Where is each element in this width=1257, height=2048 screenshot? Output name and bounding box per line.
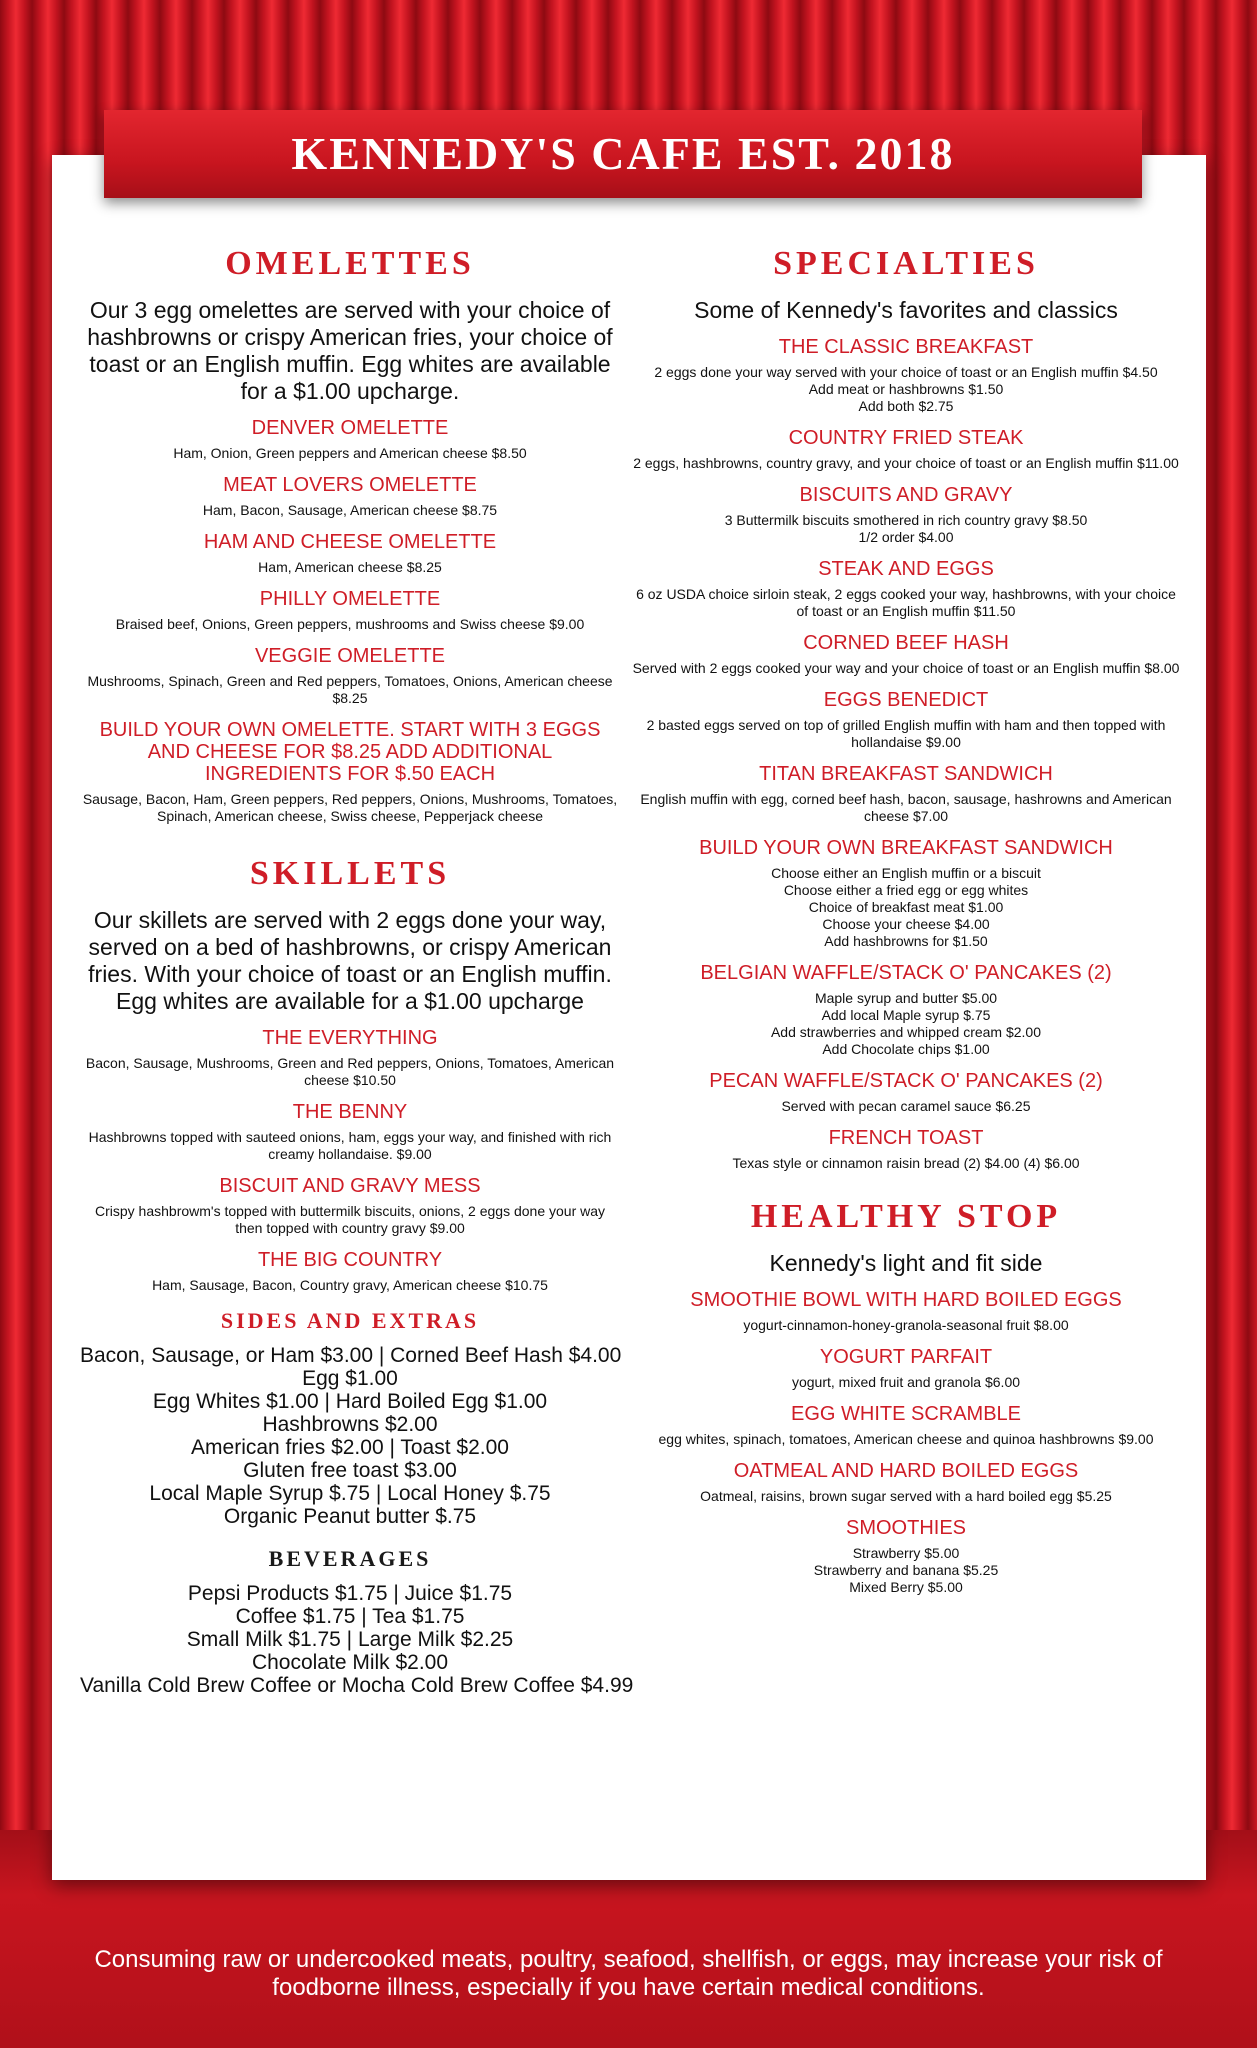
beverages-list	[80, 1582, 634, 1697]
list-item: Hashbrowns $2.00	[262, 1413, 438, 1436]
section-title-healthy: HEALTHY STOP	[750, 1198, 1062, 1235]
menu-item-name: HAM AND CHEESE OMELETTE	[203, 531, 497, 553]
menu-item	[632, 336, 1180, 415]
menu-item	[632, 962, 1180, 1058]
menu-item	[80, 474, 620, 519]
list-item: Egg Whites $1.00 | Hard Boiled Egg $1.00	[152, 1390, 548, 1413]
menu-item-name: CORNED BEEF HASH	[803, 632, 1009, 654]
section-title-skillets: SKILLETS	[249, 855, 451, 892]
menu-item	[632, 1289, 1180, 1334]
menu-item-desc: Sausage, Bacon, Ham, Green peppers, Red peppers, Onions, Mushrooms, Tomatoes, Spinach, American cheese, Swiss cheese, Pepperjack cheese	[82, 791, 618, 824]
specialties-section	[632, 245, 1180, 1172]
left-column	[80, 245, 634, 1697]
list-item: Pepsi Products $1.75 | Juice $1.75	[187, 1582, 513, 1605]
menu-item-desc: Crispy hashbrowm's topped with buttermilk biscuits, onions, 2 eggs done your way then topped with country gravy $9.00	[94, 1203, 606, 1236]
healthy-section	[632, 1198, 1180, 1596]
skillets-intro: Our skillets are served with 2 eggs done your way, served on a bed of hashbrowns, or crispy American fries. With your choice of toast or an English muffin. Egg whites are available for a $1.00 upcharge	[88, 907, 612, 1014]
menu-item-desc: yogurt-cinnamon-honey-granola-seasonal fruit $8.00	[743, 1317, 1069, 1333]
list-item: Gluten free toast $3.00	[243, 1459, 457, 1482]
menu-item-name: SMOOTHIE BOWL WITH HARD BOILED EGGS	[690, 1289, 1122, 1311]
menu-item	[632, 1517, 1180, 1596]
menu-item-desc: 3 Buttermilk biscuits smothered in rich country gravy $8.50 1/2 order $4.00	[724, 512, 1088, 545]
menu-item	[80, 719, 620, 825]
menu-title-banner: KENNEDY'S CAFE EST. 2018	[104, 110, 1142, 198]
menu-item	[632, 689, 1180, 751]
list-item: American fries $2.00 | Toast $2.00	[191, 1436, 509, 1459]
menu-item	[80, 1175, 620, 1237]
specialties-intro: Some of Kennedy's favorites and classics	[694, 297, 1118, 323]
menu-item-name: PHILLY OMELETTE	[259, 588, 441, 610]
menu-item-desc: Ham, Sausage, Bacon, Country gravy, American cheese $10.75	[152, 1277, 548, 1293]
menu-item-name: YOGURT PARFAIT	[819, 1346, 993, 1368]
section-title-sides: SIDES AND EXTRAS	[220, 1308, 480, 1333]
menu-item	[632, 632, 1180, 677]
menu-item-name: EGG WHITE SCRAMBLE	[790, 1403, 1022, 1425]
menu-item-desc: 2 eggs, hashbrowns, country gravy, and your choice of toast or an English muffin $11.00	[633, 455, 1179, 471]
list-item: Organic Peanut butter $.75	[223, 1505, 477, 1528]
sides-list	[80, 1344, 620, 1528]
menu-item-name: THE EVERYTHING	[262, 1027, 438, 1049]
menu-item-name: BUILD YOUR OWN BREAKFAST SANDWICH	[699, 837, 1113, 859]
menu-item-desc: Ham, American cheese $8.25	[258, 559, 442, 575]
omelettes-intro: Our 3 egg omelettes are served with your choice of hashbrowns or crispy American fries, your choice of toast or an English muffin. Egg whites are available for a $1.00 upcharge.	[87, 297, 613, 404]
omelettes-section	[80, 245, 620, 825]
menu-item	[632, 484, 1180, 546]
menu-item-desc: English muffin with egg, corned beef hash, bacon, sausage, hashrowns and American cheese $7.00	[640, 791, 1172, 824]
menu-item-name: EGGS BENEDICT	[823, 689, 989, 711]
menu-item-desc: Served with 2 eggs cooked your way and your choice of toast or an English muffin $8.00	[632, 660, 1180, 676]
menu-item	[632, 1403, 1180, 1448]
menu-item-desc: Texas style or cinnamon raisin bread (2) $4.00 (4) $6.00	[732, 1155, 1080, 1171]
menu-item-desc: Ham, Bacon, Sausage, American cheese $8.75	[202, 502, 498, 518]
menu-item-name: BISCUITS AND GRAVY	[799, 484, 1013, 506]
menu-item	[80, 1101, 620, 1163]
list-item: Vanilla Cold Brew Coffee or Mocha Cold Brew Coffee $4.99	[80, 1674, 634, 1697]
menu-item-desc: 6 oz USDA choice sirloin steak, 2 eggs cooked your way, hashbrowns, with your choice of toast or an English muffin $11.50	[636, 586, 1176, 619]
menu-item-name: THE CLASSIC BREAKFAST	[778, 336, 1034, 358]
list-item: Chocolate Milk $2.00	[251, 1651, 449, 1674]
menu-item	[80, 1027, 620, 1089]
list-item: Egg $1.00	[302, 1367, 398, 1390]
menu-item-name: BISCUIT AND GRAVY MESS	[219, 1175, 481, 1197]
menu-item	[80, 645, 620, 707]
menu-item-name: OATMEAL AND HARD BOILED EGGS	[733, 1460, 1079, 1482]
list-item: Small Milk $1.75 | Large Milk $2.25	[186, 1628, 514, 1651]
menu-item-desc: Served with pecan caramel sauce $6.25	[781, 1098, 1031, 1114]
menu-item-desc: Strawberry $5.00 Strawberry and banana $5.25 Mixed Berry $5.00	[813, 1545, 999, 1595]
list-item: Local Maple Syrup $.75 | Local Honey $.75	[149, 1482, 551, 1505]
beverages-section	[80, 1546, 634, 1697]
menu-item-name: VEGGIE OMELETTE	[254, 645, 446, 667]
menu-item-name: BELGIAN WAFFLE/STACK O' PANCAKES (2)	[700, 962, 1112, 984]
menu-item-name: TITAN BREAKFAST SANDWICH	[759, 763, 1053, 785]
menu-item	[632, 763, 1180, 825]
menu-item-name: STEAK AND EGGS	[818, 558, 994, 580]
section-title-omelettes: OMELETTES	[225, 245, 475, 282]
menu-item-desc: yogurt, mixed fruit and granola $6.00	[791, 1374, 1021, 1390]
menu-item-name: MEAT LOVERS OMELETTE	[223, 474, 477, 496]
section-title-specialties: SPECIALTIES	[773, 245, 1039, 282]
menu-item-name: COUNTRY FRIED STEAK	[788, 427, 1024, 449]
menu-item-name: PECAN WAFFLE/STACK O' PANCAKES (2)	[709, 1070, 1103, 1092]
menu-item	[632, 837, 1180, 950]
menu-item	[632, 1460, 1180, 1505]
menu-item-desc: 2 eggs done your way served with your choice of toast or an English muffin $4.50 Add meat or hashbrowns $1.50 Add both $2.75	[654, 364, 1158, 414]
menu-item	[80, 417, 620, 462]
menu-item-name: THE BIG COUNTRY	[257, 1249, 443, 1271]
menu-item-desc: Mushrooms, Spinach, Green and Red peppers, Tomatoes, Onions, American cheese $8.25	[87, 673, 613, 706]
menu-item-desc: Maple syrup and butter $5.00 Add local Maple syrup $.75 Add strawberries and whipped cream $2.00 Add Chocolate chips $1.00	[770, 990, 1042, 1057]
menu-item-desc: egg whites, spinach, tomatoes, American cheese and quinoa hashbrowns $9.00	[658, 1431, 1154, 1447]
menu-item-name: SMOOTHIES	[845, 1517, 966, 1539]
menu-item-name: DENVER OMELETTE	[251, 417, 449, 439]
menu-item-desc: Braised beef, Onions, Green peppers, mushrooms and Swiss cheese $9.00	[115, 616, 585, 632]
menu-item-name: BUILD YOUR OWN OMELETTE. START WITH 3 EGGS AND CHEESE FOR $8.25 ADD ADDITIONAL INGREDIENTS FOR $.50 EACH	[99, 719, 601, 785]
menu-item	[80, 1249, 620, 1294]
list-item: Coffee $1.75 | Tea $1.75	[235, 1605, 465, 1628]
menu-item-desc: Bacon, Sausage, Mushrooms, Green and Red peppers, Onions, Tomatoes, American cheese $10.50	[85, 1055, 615, 1088]
menu-item-desc: 2 basted eggs served on top of grilled English muffin with ham and then topped with hollandaise $9.00	[646, 717, 1166, 750]
menu-item	[632, 427, 1180, 472]
menu-item	[632, 1070, 1180, 1115]
menu-item-name: FRENCH TOAST	[828, 1127, 984, 1149]
healthy-intro: Kennedy's light and fit side	[769, 1250, 1043, 1276]
sides-section	[80, 1308, 620, 1528]
menu-item-name: THE BENNY	[292, 1101, 408, 1123]
menu-item	[632, 1346, 1180, 1391]
menu-item-desc: Ham, Onion, Green peppers and American cheese $8.50	[173, 445, 527, 461]
skillets-section	[80, 855, 620, 1294]
menu-item-desc: Oatmeal, raisins, brown sugar served with a hard boiled egg $5.25	[700, 1488, 1112, 1504]
menu-item	[80, 531, 620, 576]
section-title-beverages: BEVERAGES	[268, 1546, 432, 1571]
menu-item-desc: Hashbrowns topped with sauteed onions, ham, eggs your way, and finished with rich creamy hollandaise. $9.00	[88, 1129, 612, 1162]
list-item: Bacon, Sausage, or Ham $3.00 | Corned Beef Hash $4.00	[80, 1344, 622, 1367]
menu-item-desc: Choose either an English muffin or a biscuit Choose either a fried egg or egg whites Choice of breakfast meat $1.00 Choose your cheese $4.00 Add hashbrowns for $1.50	[771, 865, 1041, 949]
right-column	[632, 245, 1180, 1608]
menu-item	[632, 1127, 1180, 1172]
menu-item	[632, 558, 1180, 620]
menu-item	[80, 588, 620, 633]
health-warning-footer: Consuming raw or undercooked meats, poultry, seafood, shellfish, or eggs, may increase your risk of foodborne illness, especially if you have certain medical conditions.	[94, 1946, 1163, 2001]
